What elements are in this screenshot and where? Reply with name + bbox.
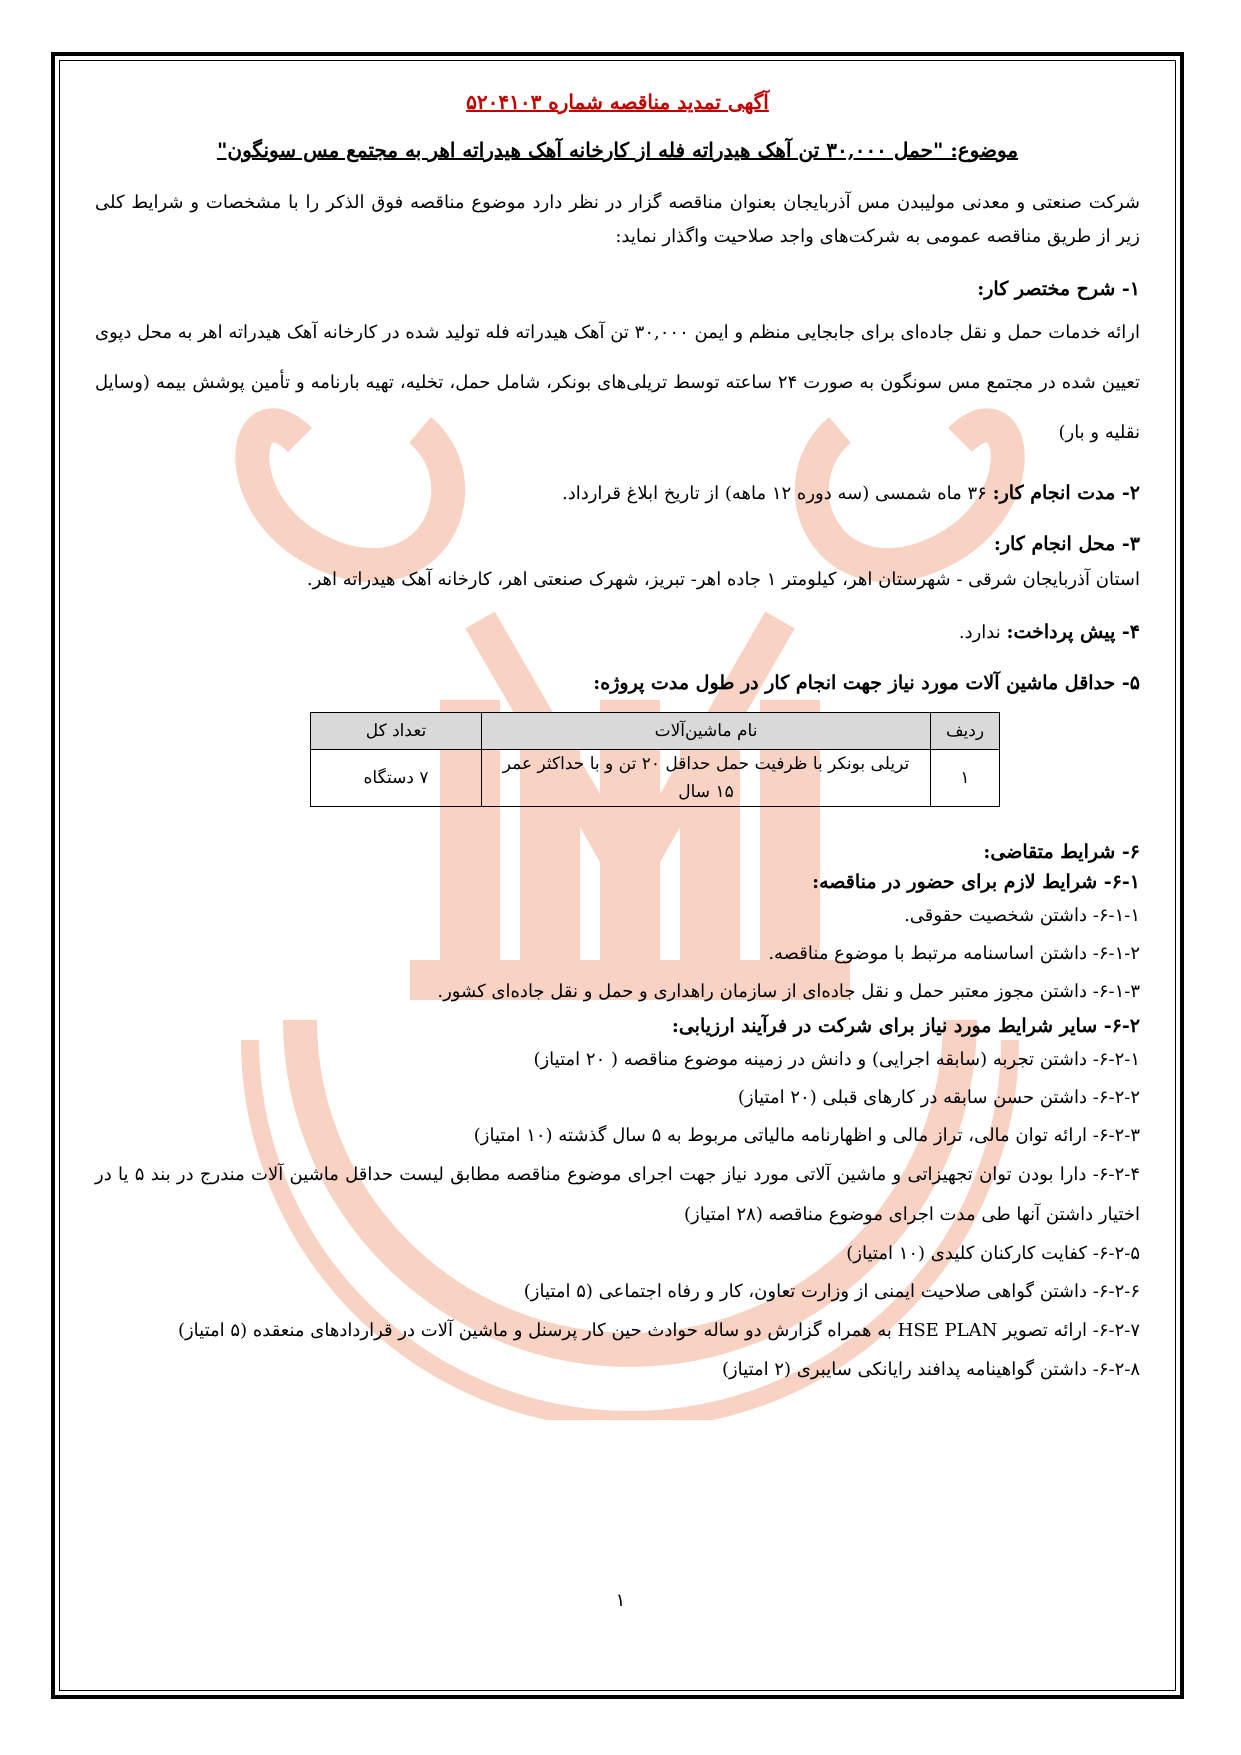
section-3-heading: ۳- محل انجام کار: — [993, 533, 1140, 555]
list-item: ۶-۲-۶- داشتن گواهی صلاحیت ایمنی از وزارت تعاون، کار و رفاه اجتماعی (۵ امتیاز) — [523, 1281, 1140, 1302]
list-item: ۶-۲-۲- داشتن حسن سابقه در کارهای قبلی (۲۰ امتیاز) — [737, 1087, 1140, 1108]
list-item: ۶-۲-۴- دارا بودن توان تجهیزاتی و ماشین آلاتی مورد نیاز جهت اجرای موضوع مناقصه مطابق لیست حداقل ماشین آلات مندرج در بند ۵ یا در اختیار داشتن آنها طی مدت اجرای موضوع مناقصه (۲۸ امتیاز) — [95, 1164, 1140, 1225]
list-item: ۶-۲-۵- کفایت کارکنان کلیدی (۱۰ امتیاز) — [846, 1243, 1140, 1264]
tender-subject: موضوع: "حمل ۳۰,۰۰۰ تن آهک هیدراته فله از کارخانه آهک هیدراته اهر به مجتمع مس سونگون" — [216, 138, 1019, 162]
section-4 — [95, 617, 1140, 648]
document-body — [95, 88, 1140, 1389]
list-item: ۶-۱-۱- داشتن شخصیت حقوقی. — [904, 905, 1140, 926]
list-item: ۶-۱-۳- داشتن مجوز معتبر حمل و نقل جاده‌ای از سازمان راهداری و حمل و نقل جاده‌ای کشور. — [437, 981, 1140, 1002]
section-3-text: استان آذربایجان شرقی - شهرستان اهر، کیلومتر ۱ جاده اهر- تبریز، شهرک صنعتی اهر، کارخانه آهک هیدراته اهر. — [306, 569, 1140, 590]
intro-paragraph: شرکت صنعتی و معدنی مولیبدن مس آذربایجان بعنوان مناقصه گزار در نظر دارد موضوع مناقصه فوق الذکر را با مشخصات و شرایط کلی زیر از طریق مناقصه عمومی به شرکت‌های واجد صلاحیت واگذار نماید: — [95, 192, 1140, 247]
list-item: ۶-۱-۲- داشتن اساسنامه مرتبط با موضوع مناقصه. — [768, 943, 1140, 964]
list-item: ۶-۲-۸- داشتن گواهینامه پدافند رایانکی سایبری (۲ امتیاز) — [721, 1359, 1140, 1380]
table-header-cell: ردیف — [931, 713, 1000, 750]
section-2 — [95, 478, 1140, 509]
tender-title: آگهی تمدید مناقصه شماره ۵۲۰۴۱۰۳ — [466, 90, 769, 114]
table-cell: ۷ دستگاه — [311, 750, 482, 807]
list-item: ۶-۲-۱- داشتن تجربه (سابقه اجرایی) و دانش در زمینه موضوع مناقصه ( ۲۰ امتیاز) — [533, 1049, 1140, 1070]
list-item: ۶-۲-۳- ارائه توان مالی، تراز مالی و اظهارنامه مالیاتی مربوط به ۵ سال گذشته (۱۰ امتیاز) — [473, 1125, 1140, 1146]
section-1-text: ارائه خدمات حمل و نقل جاده‌ای برای جابجایی منظم و ایمن ۳۰,۰۰۰ تن آهک هیدراته فله تولید شده در کارخانه آهک هیدراته اهر به محل دپوی تعیین شده در مجتمع مس سونگون به صورت ۲۴ ساعته توسط تریلی‌های بونکر، شامل حمل، تخلیه، تهیه بارنامه و تأمین پوشش بیمه (وسایل نقلیه و بار) — [95, 322, 1141, 443]
section-6-heading: ۶- شرایط متقاضی: — [983, 841, 1140, 863]
section-4-text: ندارد. — [958, 622, 1001, 643]
section-2-label: ۲- مدت انجام کار: — [992, 482, 1140, 504]
section-6 — [95, 837, 1140, 1389]
table-row — [311, 750, 1000, 807]
table-header-row — [311, 713, 1000, 750]
table-header-cell: تعداد کل — [311, 713, 482, 750]
page-number: ۱ — [615, 1590, 626, 1611]
list-item: ۶-۲-۷- ارائه تصویر HSE PLAN به همراه گزارش دو ساله حوادث حین کار پرسنل و ماشین آلات در قراردادهای منعقده (۵ امتیاز) — [177, 1320, 1140, 1341]
section-5-heading: ۵- حداقل ماشین آلات مورد نیاز جهت انجام کار در طول مدت پروژه: — [593, 672, 1140, 694]
table-cell: ۱ — [931, 750, 1000, 807]
section-6-2-heading: ۶-۲- سایر شرایط مورد نیاز برای شرکت در فرآیند ارزیابی: — [671, 1015, 1140, 1037]
section-4-label: ۴- پیش پرداخت: — [1006, 621, 1140, 643]
section-6-1-heading: ۶-۱- شرایط لازم برای حضور در مناقصه: — [812, 871, 1140, 893]
table-cell: تریلی بونکر با ظرفیت حمل حداقل ۲۰ تن و با حداکثر عمر ۱۵ سال — [482, 750, 931, 807]
table-header-cell: نام ماشین‌آلات — [482, 713, 931, 750]
machinery-table — [310, 712, 1000, 807]
section-1-heading: ۱- شرح مختصر کار: — [977, 278, 1140, 300]
section-2-text: ۳۶ ماه شمسی (سه دوره ۱۲ ماهه) از تاریخ ابلاغ قرارداد. — [561, 483, 987, 504]
